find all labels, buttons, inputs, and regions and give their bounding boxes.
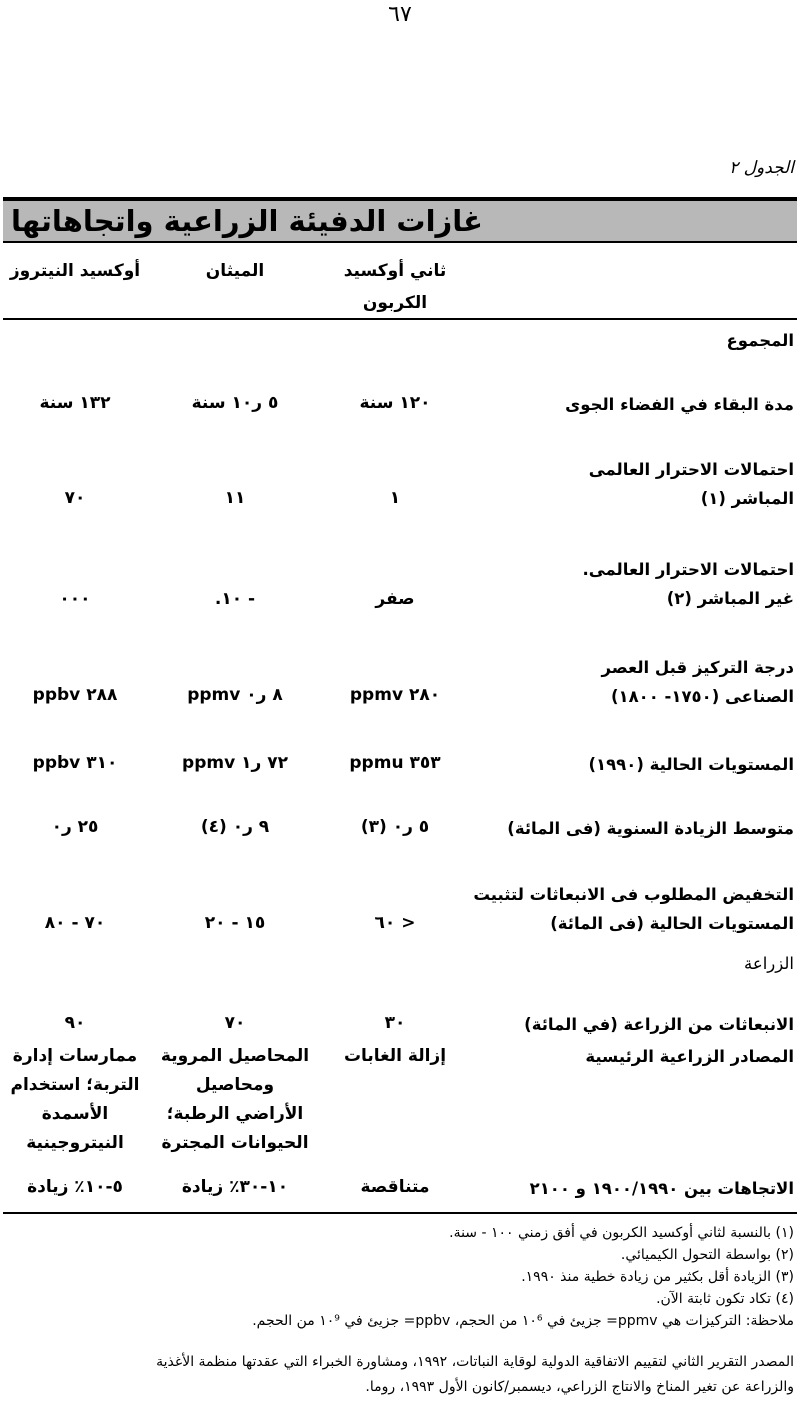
cell-current-ch4: ٧٢ ر١ ppmv [182, 753, 288, 773]
row-label-agri-emissions: الانبعاثات من الزراعة (في المائة) [524, 1015, 794, 1034]
cell-annual-co2: ٥ ر٠ (٣) [360, 817, 430, 837]
row-label-agri-trends: الاتجاهات بين ١٩٠٠/١٩٩٠ و ٢١٠٠ [529, 1179, 794, 1198]
row-label-annual-increase: متوسط الزيادة السنوية (فى المائة) [507, 819, 794, 838]
row-label-preindustrial: درجة التركيز قبل العصر الصناعى (١٧٥٠- ١٨٠٠) [601, 658, 794, 706]
cell-indirect-ch4: - ١٠. [214, 589, 256, 609]
page-number: ٦٧ [388, 2, 412, 27]
cell-lifetime-n2o: ١٣٢ سنة [39, 393, 111, 413]
cell-current-n2o: ٣١٠ ppbv [32, 753, 118, 773]
cell-current-co2: ٣٥٣ ppmu [349, 753, 441, 773]
cell-preindustrial-ch4: ٨ ر٠ ppmv [187, 685, 283, 705]
cell-annual-n2o: ٢٥ ر٠ [51, 817, 99, 837]
cell-reduction-n2o: ٧٠ - ٨٠ [44, 913, 106, 933]
row-label-lifetime: مدة البقاء في الفضاء الجوى [565, 395, 794, 414]
footnote-2: (٢) بواسطة التحول الكيميائي. [620, 1247, 794, 1263]
cell-agri-emissions-co2: ٣٠ [384, 1013, 406, 1033]
cell-agri-sources-n2o: ممارسات إدارة التربة؛ استخدام الأسمدة النيتروجينية [10, 1046, 140, 1153]
table-title: غازات الدفيئة الزراعية واتجاهاتها [11, 204, 483, 238]
row-label-reduction: التخفيض المطلوب فى الانبعاثات لتثبيت المستويات الحالية (فى المائة) [473, 885, 794, 933]
cell-preindustrial-n2o: ٢٨٨ ppbv [32, 685, 118, 705]
table-title-banner [3, 197, 797, 243]
column-header-co2: ثاني أوكسيد الكربون [343, 261, 447, 313]
header-divider [3, 318, 797, 320]
row-label-direct-gwp: احتمالات الاحترار العالمى المباشر (١) [588, 460, 794, 508]
cell-annual-ch4: ٩ ر٠ (٤) [200, 817, 270, 837]
footnote-1: (١) بالنسبة لثاني أوكسيد الكربون في أفق زمني ١٠٠ - سنة. [449, 1225, 794, 1241]
cell-indirect-co2: صفر [375, 589, 415, 609]
source-citation: المصدر التقرير الثاني لتقييم الاتفاقية الدولية لوقاية النباتات، ١٩٩٢، ومشاورة الخبراء التي عقدتها منظمة الأغذية والزراعة عن تغير المناخ والانتاج الزراعي، ديسمبر/كانون الأول ١٩٩٣، روما. [156, 1354, 794, 1395]
cell-indirect-n2o: ٠٠٠ [59, 589, 91, 609]
footnote-3: (٣) الزيادة أقل بكثير من زيادة خطية منذ ١٩٩٠. [521, 1269, 794, 1285]
row-label-indirect-gwp: احتمالات الاحترار العالمى. غير المباشر (٢) [582, 560, 794, 608]
cell-reduction-co2: < ٦٠ [374, 913, 416, 933]
row-label-current: المستويات الحالية (١٩٩٠) [588, 755, 794, 774]
cell-preindustrial-co2: ٢٨٠ ppmv [349, 685, 441, 705]
footnote-4: (٤) تكاد تكون ثابتة الآن. [656, 1291, 794, 1307]
section-total: المجموع [726, 331, 794, 350]
cell-agri-emissions-n2o: ٩٠ [64, 1013, 86, 1033]
cell-agri-emissions-ch4: ٧٠ [224, 1013, 246, 1033]
cell-lifetime-ch4: ٥ ر١٠ سنة [191, 393, 279, 413]
cell-agri-trends-ch4: ١٠-٣٠٪ زيادة [181, 1177, 289, 1197]
cell-direct-n2o: ٧٠ [64, 488, 86, 508]
cell-agri-sources-co2: إزالة الغابات [343, 1046, 447, 1066]
table-bottom-divider [3, 1212, 797, 1214]
cell-lifetime-co2: ١٢٠ سنة [359, 393, 431, 413]
cell-agri-trends-co2: متناقصة [360, 1177, 430, 1197]
cell-agri-trends-n2o: ٥-١٠٪ زيادة [27, 1177, 123, 1197]
row-label-agri-sources: المصادر الزراعية الرئيسية [585, 1047, 794, 1066]
section-agriculture: الزراعة [744, 954, 794, 973]
cell-agri-sources-ch4: المحاصيل المروية ومحاصيل الأراضي الرطبة؛ الحيوانات المجترة [160, 1046, 310, 1153]
column-header-n2o: أوكسيد النيتروز [9, 261, 141, 281]
cell-direct-ch4: ١١ [224, 488, 246, 508]
cell-direct-co2: ١ [389, 488, 401, 508]
table-caption: الجدول ٢ [729, 158, 794, 178]
footnote-note: ملاحظة: التركيزات هي ppmv= جزيئ في ١٠⁶ من الحجم، ppbv= جزيئ في ١٠⁹ من الحجم. [252, 1313, 794, 1329]
column-header-methane: الميثان [205, 261, 265, 281]
cell-reduction-ch4: ١٥ - ٢٠ [204, 913, 266, 933]
footnotes [252, 1222, 794, 1332]
